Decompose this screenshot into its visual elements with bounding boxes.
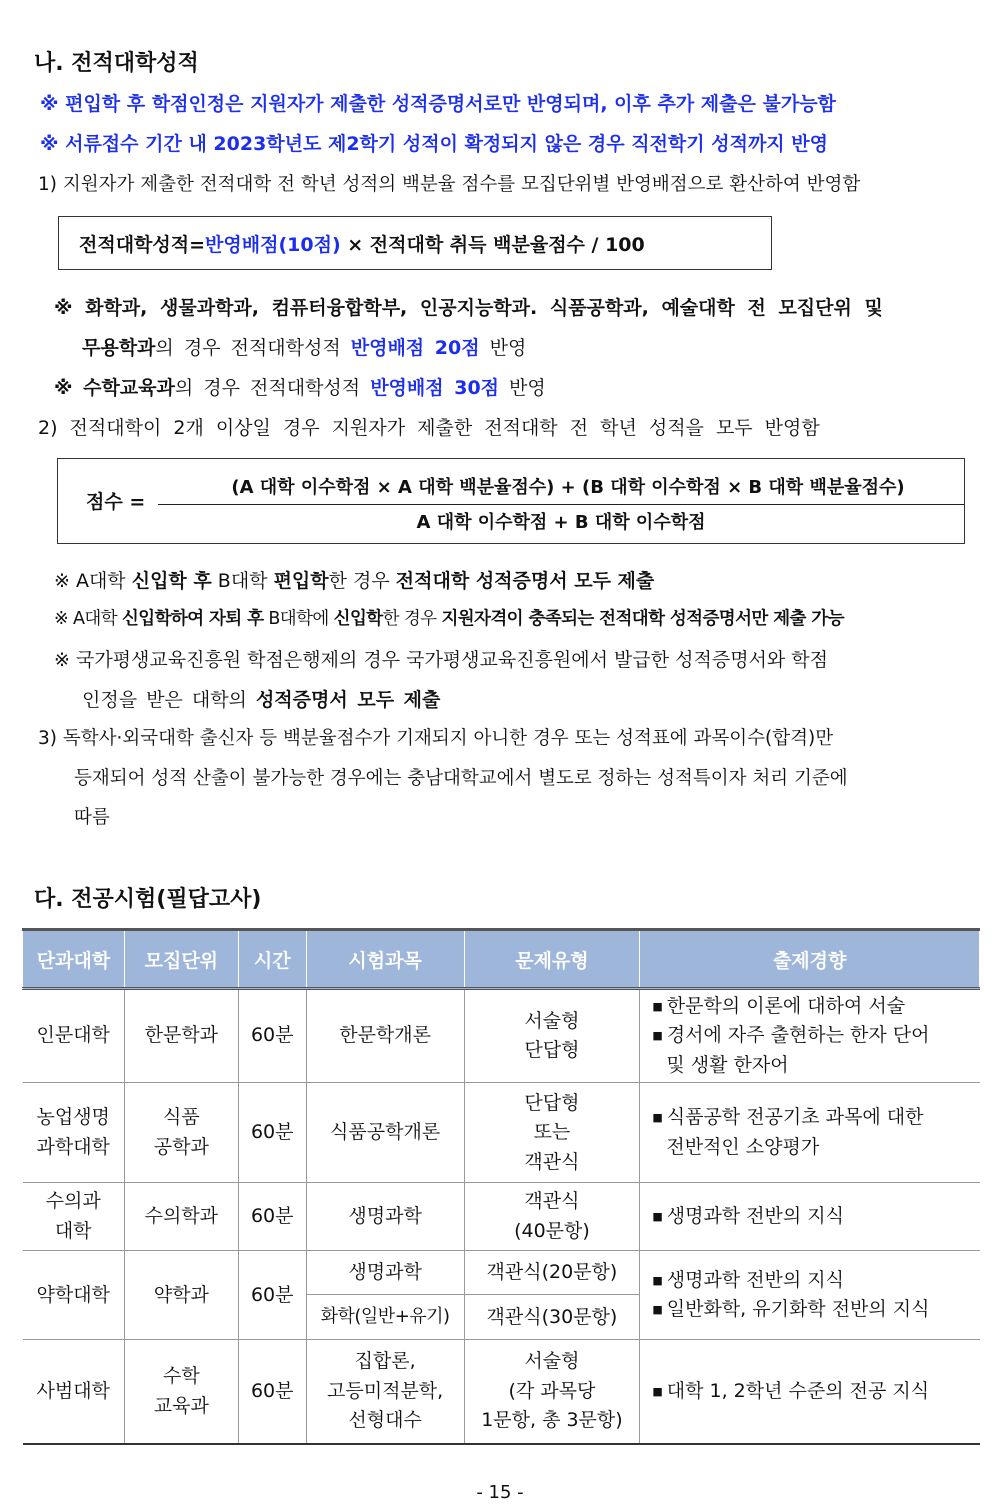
col-college: 단과대학 bbox=[23, 930, 125, 989]
formula1-weight: 반영배점(10점) bbox=[205, 233, 341, 256]
note-b-mark: ※ bbox=[54, 377, 84, 399]
formula1-left: 전적대학성적= bbox=[79, 233, 206, 256]
table-row bbox=[23, 989, 980, 1083]
type-cell: 객관식 (40문항) bbox=[464, 1183, 640, 1251]
col-subject: 시험과목 bbox=[306, 930, 464, 989]
type-cell: 서술형 (각 과목당 1문항, 총 3문항) bbox=[464, 1340, 640, 1444]
time-cell: 60분 bbox=[238, 989, 306, 1083]
college-cell: 인문대학 bbox=[23, 989, 125, 1083]
note-c-3: 편입학 bbox=[273, 570, 329, 592]
note-d-1: 신입학하여 자퇴 후 bbox=[121, 609, 264, 629]
trend-item: ■ 식품공학 전공기초 과목에 대한 bbox=[652, 1103, 975, 1132]
subject-cell: 화학(일반+유기) bbox=[306, 1295, 464, 1340]
note-c-1: 신입학 후 bbox=[131, 570, 212, 592]
time-cell: 60분 bbox=[238, 1251, 306, 1340]
notice-credit-recognition: ※ 편입학 후 학점인정은 지원자가 제출한 성적증명서로만 반영되며, 이후 추가 제출은 불가능함 bbox=[40, 93, 836, 115]
formula-box-1 bbox=[58, 216, 772, 270]
note-credit-bank-line2 bbox=[82, 685, 440, 712]
table-row bbox=[23, 1251, 980, 1295]
note-e2-bold: 성적증명서 모두 제출 bbox=[255, 689, 441, 711]
time-cell: 60분 bbox=[238, 1083, 306, 1183]
col-trend: 출제경향 bbox=[640, 930, 980, 989]
note-c-2: B대학 bbox=[211, 570, 274, 592]
subject-cell: 집합론, 고등미적분학, 선형대수 bbox=[306, 1340, 464, 1444]
note-b-end: 반영 bbox=[499, 377, 546, 399]
notice-semester-grade: ※ 서류접수 기간 내 2023학년도 제2학기 성적이 확정되지 않은 경우 직전학기 성적까지 반영 bbox=[40, 133, 828, 155]
note-d-3: 신입학 bbox=[333, 609, 383, 629]
type-cell: 서술형 단답형 bbox=[464, 989, 640, 1083]
type-cell: 객관식(30문항) bbox=[464, 1295, 640, 1340]
note-b-text: 의 경우 전적대학성적 bbox=[174, 377, 371, 399]
trend-item-continued: 및 생활 한자어 bbox=[666, 1053, 789, 1076]
trend-item: ■ 생명과학 전반의 지식 bbox=[652, 1266, 975, 1295]
col-time: 시간 bbox=[238, 930, 306, 989]
subject-cell: 한문학개론 bbox=[306, 989, 464, 1083]
formula2-fraction-bar bbox=[158, 504, 964, 505]
item-3-line2: 등재되어 성적 산출이 불가능한 경우에는 충남대학교에서 별도로 정하는 성적특이자 처리 기준에 bbox=[74, 768, 848, 789]
note-d-0: ※ A대학 bbox=[54, 609, 122, 629]
table-row bbox=[23, 1183, 980, 1251]
item-3-line1: 3) 독학사·외국대학 출신자 등 백분율점수가 기재되지 아니한 경우 또는 성적표에 과목이수(합격)만 bbox=[38, 728, 834, 749]
trend-cell bbox=[640, 1183, 980, 1251]
exam-table bbox=[22, 928, 980, 1445]
trend-cell bbox=[640, 1251, 980, 1340]
note-b-weight: 반영배점 30점 bbox=[370, 377, 500, 399]
college-cell: 사범대학 bbox=[23, 1340, 125, 1444]
note-weight-30 bbox=[54, 373, 546, 400]
note-credit-bank-line1: ※ 국가평생교육진흥원 학점은행제의 경우 국가평생교육진흥원에서 발급한 성적증명서와 학점 bbox=[54, 649, 829, 671]
item-2-text: 2) 전적대학이 2개 이상일 경우 지원자가 제출한 전적대학 전 학년 성적을 모두 반영함 bbox=[38, 417, 820, 439]
note-c-4: 한 경우 bbox=[328, 570, 396, 592]
note-weight-20-line2 bbox=[82, 333, 526, 360]
formula-box-2 bbox=[57, 458, 965, 544]
note-e2-text: 인정을 받은 대학의 bbox=[82, 689, 256, 711]
trend-cell bbox=[640, 1340, 980, 1444]
unit-cell: 한문학과 bbox=[124, 989, 238, 1083]
table-row bbox=[23, 1083, 980, 1183]
note-c-5: 전적대학 성적증명서 모두 제출 bbox=[395, 570, 655, 592]
subject-cell: 생명과학 bbox=[306, 1183, 464, 1251]
subject-cell: 생명과학 bbox=[306, 1251, 464, 1295]
trend-cell bbox=[640, 1083, 980, 1183]
note-transfer-after-admission bbox=[54, 566, 654, 593]
note-a2-weight: 반영배점 20점 bbox=[350, 337, 480, 359]
note-d-2: B대학에 bbox=[263, 609, 334, 629]
note-a2-dept: 무용학과 bbox=[82, 337, 156, 359]
unit-cell: 수의학과 bbox=[124, 1183, 238, 1251]
subject-cell: 식품공학개론 bbox=[306, 1083, 464, 1183]
unit-cell: 수학 교육과 bbox=[124, 1340, 238, 1444]
formula1-right: × 전적대학 취득 백분율점수 / 100 bbox=[340, 233, 645, 256]
trend-item: ■ 경서에 자주 출현하는 한자 단어 bbox=[652, 1021, 975, 1050]
note-d-4: 한 경우 bbox=[382, 609, 442, 629]
college-cell: 농업생명 과학대학 bbox=[23, 1083, 125, 1183]
college-cell: 약학대학 bbox=[23, 1251, 125, 1340]
section-heading-da: 다. 전공시험(필답고사) bbox=[34, 887, 262, 912]
trend-item: ■ 한문학의 이론에 대하여 서술 bbox=[652, 992, 975, 1021]
section-heading-na: 나. 전적대학성적 bbox=[34, 51, 199, 76]
trend-item: ■ 생명과학 전반의 지식 bbox=[652, 1202, 975, 1231]
note-weight-20-line1: ※ 화학과, 생물과학과, 컴퓨터융합학부, 인공지능학과. 식품공학과, 예술대학 전 모집단위 및 bbox=[54, 297, 883, 319]
note-d-5: 지원자격이 충족되는 전적대학 성적증명서만 제출 가능 bbox=[441, 609, 844, 629]
unit-cell: 약학과 bbox=[124, 1251, 238, 1340]
type-cell: 객관식(20문항) bbox=[464, 1251, 640, 1295]
note-withdrawal-readmission bbox=[54, 605, 844, 630]
formula2-denominator: A 대학 이수학점 + B 대학 이수학점 bbox=[416, 512, 706, 533]
col-type: 문제유형 bbox=[464, 930, 640, 989]
item-3-line3: 따름 bbox=[74, 807, 110, 828]
trend-item: ■ 일반화학, 유기화학 전반의 지식 bbox=[652, 1295, 975, 1324]
note-b-dept: 수학교육과 bbox=[83, 377, 175, 399]
formula2-lhs: 점수 = bbox=[86, 491, 146, 513]
table-header-row bbox=[23, 930, 980, 989]
college-cell: 수의과 대학 bbox=[23, 1183, 125, 1251]
trend-item-continued: 전반적인 소양평가 bbox=[666, 1135, 820, 1158]
item-1-text: 1) 지원자가 제출한 전적대학 전 학년 성적의 백분율 점수를 모집단위별 반영배점으로 환산하여 반영함 bbox=[38, 174, 861, 195]
page-number: - 15 - bbox=[476, 1482, 524, 1503]
note-a2-text: 의 경우 전적대학성적 bbox=[155, 337, 351, 359]
time-cell: 60분 bbox=[238, 1340, 306, 1444]
type-cell: 단답형 또는 객관식 bbox=[464, 1083, 640, 1183]
trend-cell bbox=[640, 989, 980, 1083]
col-unit: 모집단위 bbox=[124, 930, 238, 989]
formula2-numerator: (A 대학 이수학점 × A 대학 백분율점수) + (B 대학 이수학점 × B 대학 백분율점수) bbox=[231, 477, 905, 498]
trend-item: ■ 대학 1, 2학년 수준의 전공 지식 bbox=[652, 1377, 975, 1406]
table-row bbox=[23, 1340, 980, 1444]
note-a2-end: 반영 bbox=[479, 337, 527, 359]
note-c-0: ※ A대학 bbox=[54, 570, 132, 592]
time-cell: 60분 bbox=[238, 1183, 306, 1251]
unit-cell: 식품 공학과 bbox=[124, 1083, 238, 1183]
